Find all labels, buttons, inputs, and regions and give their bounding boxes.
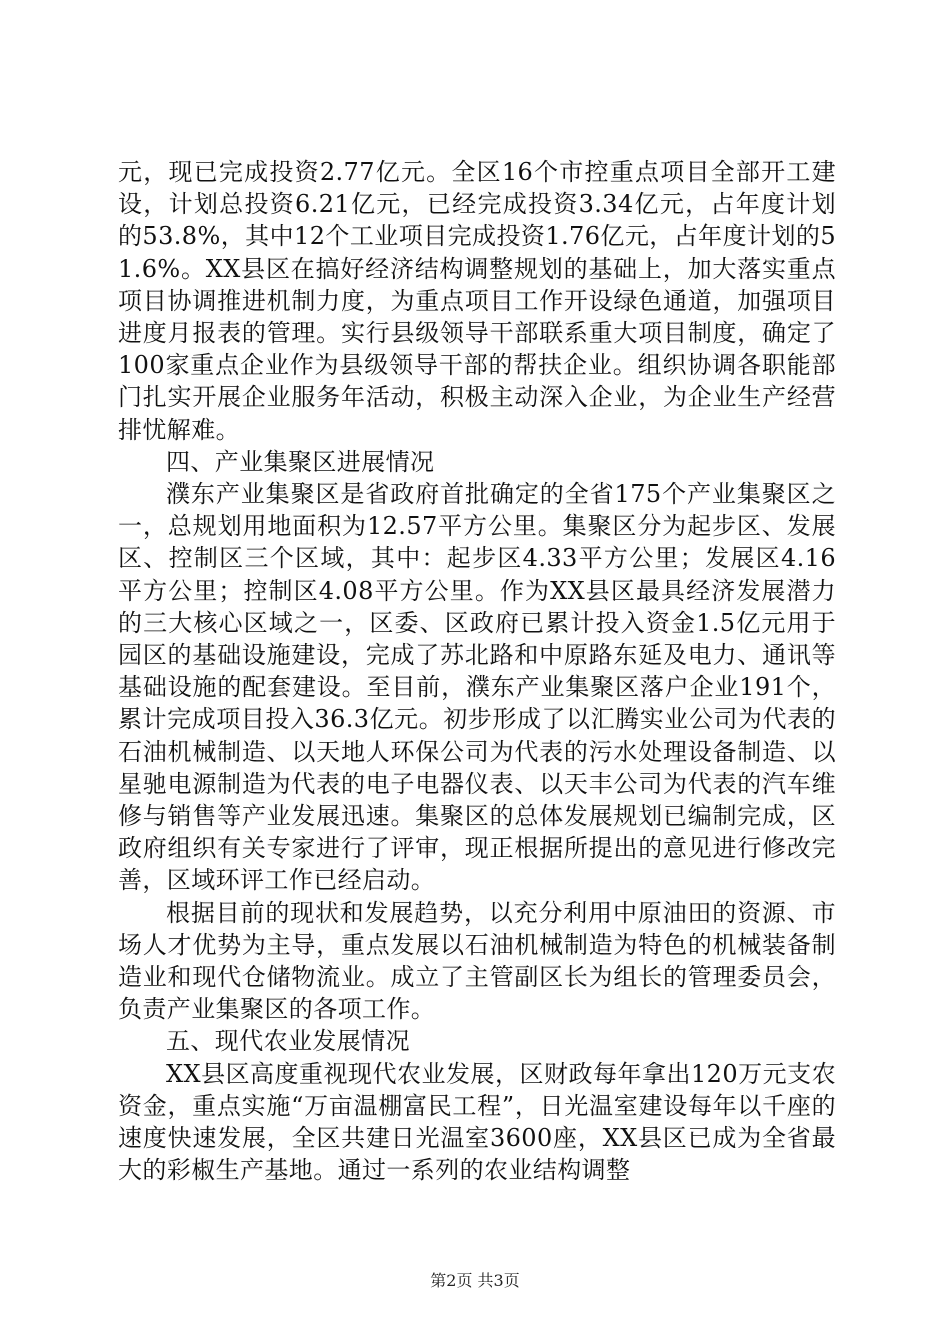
page-number-footer: 第2页 共3页: [430, 1271, 520, 1290]
document-body: [118, 156, 836, 1187]
paragraph-modern-agriculture: XX县区高度重视现代农业发展，区财政每年拿出120万元支农资金，重点实施“万亩温棚富民工程”，日光温室建设每年以千座的速度快速发展，全区共建日光温室3600座，XX县区已成为全省最大的彩椒生产基地。通过一系列的农业结构调整: [118, 1059, 836, 1185]
section-heading-five: 五、现代农业发展情况: [166, 1027, 410, 1056]
paragraph-development-trend: 根据目前的现状和发展趋势，以充分利用中原油田的资源、市场人才优势为主导，重点发展以石油机械制造为特色的机械装备制造业和现代仓储物流业。成立了主管副区长为组长的管理委员会，负责产业集聚区的各项工作。: [118, 898, 836, 1024]
section-heading-four: 四、产业集聚区进展情况: [166, 447, 435, 476]
paragraph-industrial-cluster: 濮东产业集聚区是省政府首批确定的全省175个产业集聚区之一，总规划用地面积为12.57平方公里。集聚区分为起步区、发展区、控制区三个区域，其中：起步区4.33平方公里；发展区4.16平方公里；控制区4.08平方公里。作为XX县区最具经济发展潜力的三大核心区域之一，区委、区政府已累计投入资金1.5亿元用于园区的基础设施建设，完成了苏北路和中原路东延及电力、通讯等基础设施的配套建设。至目前，濮东产业集聚区落户企业191个，累计完成项目投入36.3亿元。初步形成了以汇腾实业公司为代表的石油机械制造、以天地人环保公司为代表的污水处理设备制造、以星驰电源制造为代表的电子电器仪表、以天丰公司为代表的汽车维修与销售等产业发展迅速。集聚区的总体发展规划已编制完成，区政府组织有关专家进行了评审，现正根据所提出的意见进行修改完善，区域环评工作已经启动。: [118, 480, 836, 895]
paragraph-continuation: 元，现已完成投资2.77亿元。全区16个市控重点项目全部开工建设，计划总投资6.21亿元，已经完成投资3.34亿元，占年度计划的53.8%，其中12个工业项目完成投资1.76亿元，占年度计划的51.6%。XX县区在搞好经济结构调整规划的基础上，加大落实重点项目协调推进机制力度，为重点项目工作开设绿色通道，加强项目进度月报表的管理。实行县级领导干部联系重大项目制度，确定了100家重点企业作为县级领导干部的帮扶企业。组织协调各职能部门扎实开展企业服务年活动，积极主动深入企业，为企业生产经营排忧解难。: [118, 158, 836, 444]
